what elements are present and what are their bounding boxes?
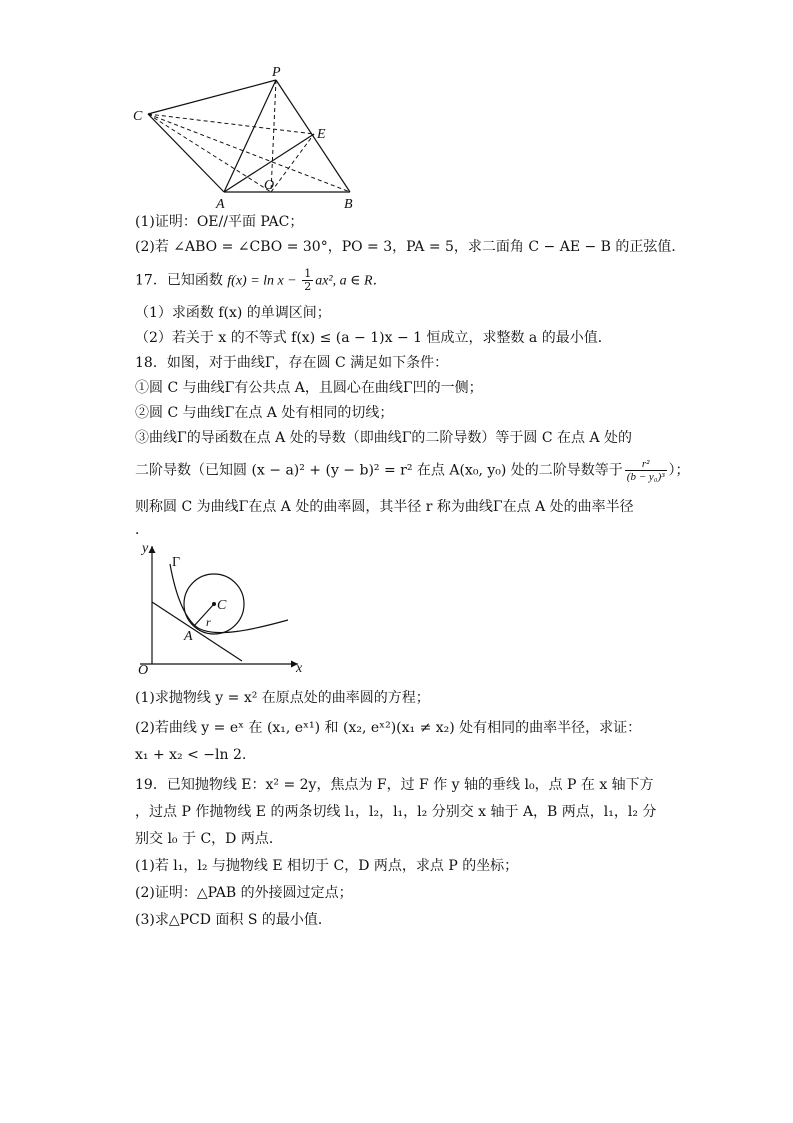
q16-part1: (1)证明：OE//平面 PAC； [135, 214, 304, 230]
pyramid-figure [128, 62, 368, 212]
label-r: r [206, 615, 211, 629]
label-gamma: Γ [172, 555, 181, 570]
dash-PO [271, 80, 276, 192]
q18-cond2: ②圆 C 与曲线Γ在点 A 处有相同的切线； [135, 405, 394, 421]
q17-part1: （1）求函数 f(x) 的单调区间； [135, 305, 331, 321]
dash-OE [271, 134, 314, 192]
label-x: x [296, 661, 303, 676]
q19-line1: 19．已知抛物线 E：x² = 2y，焦点为 F，过 F 作 y 轴的垂线 l₀，点 P 在 x 轴下方 [135, 777, 654, 793]
label-A: A [184, 629, 193, 644]
center-point [212, 602, 216, 606]
q17-fraction [302, 268, 313, 293]
q18-part1: (1)求抛物线 y = x² 在原点处的曲率圆的方程； [135, 690, 430, 706]
label-A: A [216, 197, 225, 212]
q18-cond3: ③曲线Γ的导函数在点 A 处的导数（即曲线Γ的二阶导数）等于圆 C 在点 A 处的 [135, 430, 633, 446]
q18-cond5: 则称圆 C 为曲线Γ在点 A 处的曲率圆，其半径 r 称为曲线Γ在点 A 处的曲率半径 [135, 499, 634, 515]
radius-line [194, 604, 214, 626]
q16-part2: (2)若 ∠ABO = ∠CBO = 30°，PO = 3，PA = 5，求二面角 C − AE − B 的正弦值． [135, 239, 686, 255]
q18-cond6: ． [135, 522, 149, 538]
q17-function-tail: ax², a ∈ R． [315, 273, 387, 289]
dash-CO [148, 114, 271, 192]
q18-cond4-text: 二阶导数（已知圆 (x − a)² + (y − b)² = r² 在点 A(x₀, y₀) 处的二阶导数等于 [135, 462, 623, 479]
q18-part2: (2)若曲线 y = eˣ 在 (x₁, eˣ¹) 和 (x₂, eˣ²)(x₁ ≠ x₂) 处有相同的曲率半径，求证： [135, 720, 642, 736]
label-O: O [138, 663, 149, 678]
q18-cond4-tail: ）； [668, 462, 690, 479]
q18-part3: x₁ + x₂ < −ln 2. [135, 747, 247, 763]
edge-CP [148, 80, 276, 114]
q17-frac-num: 1 [304, 267, 312, 280]
label-C: C [217, 598, 227, 613]
q18-head: 18．如图，对于曲线Γ，存在圆 C 满足如下条件： [135, 355, 449, 371]
tangent-line [152, 602, 242, 661]
q19-line2: ，过点 P 作抛物线 E 的两条切线 l₁，l₂，l₁，l₂ 分别交 x 轴于 A，B 两点，l₁，l₂ 分 [135, 804, 657, 820]
label-y: y [142, 541, 149, 556]
q19-part1: (1)若 l₁，l₂ 与抛物线 E 相切于 C，D 两点，求点 P 的坐标； [135, 858, 519, 874]
label-P: P [272, 65, 281, 80]
q18-frac-den: (b − y₀)³ [626, 471, 665, 483]
label-B: B [344, 197, 353, 212]
q18-cond1: ①圆 C 与曲线Γ有公共点 A，且圆心在曲线Γ凹的一侧； [135, 380, 483, 396]
label-C: C [133, 109, 143, 124]
q17-head-text: 17．已知函数 [135, 272, 228, 289]
curvature-figure [132, 540, 312, 680]
q17-function: f(x) = ln x − [227, 273, 301, 289]
edge-CA [148, 114, 224, 192]
q19-part3: (3)求△PCD 面积 S 的最小值． [135, 912, 332, 928]
dash-CE [148, 114, 314, 134]
curve-gamma [170, 564, 288, 633]
q18-frac-num: r² [625, 458, 667, 471]
q17-head [135, 268, 387, 293]
label-O: O [264, 178, 275, 193]
label-E: E [317, 127, 326, 142]
q17-part2: （2）若关于 x 的不等式 f(x) ≤ (a − 1)x − 1 恒成立，求整数 a 的最小值． [135, 330, 612, 346]
q19-line3: 别交 l₀ 于 C，D 两点． [135, 831, 283, 847]
q18-second-derivative-fraction [625, 458, 667, 483]
q19-part2: (2)证明：△PAB 的外接圆过定点； [135, 885, 353, 901]
q18-cond4 [135, 458, 690, 483]
edge-PB [276, 80, 350, 192]
q17-frac-den: 2 [304, 280, 312, 293]
